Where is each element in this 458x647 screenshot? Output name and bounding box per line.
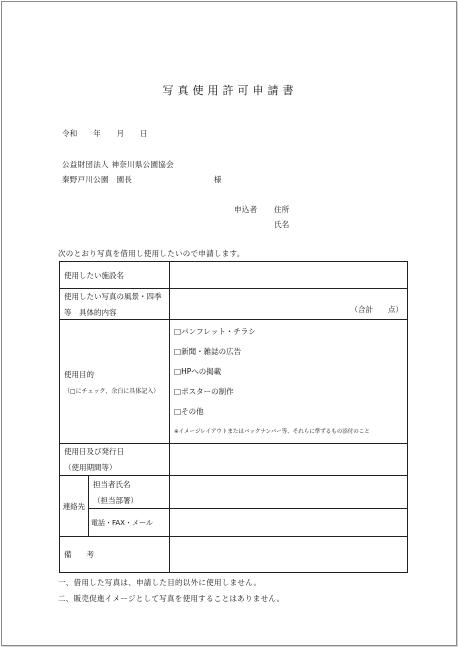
usage-date-label-line-2: （使用期間等） — [64, 463, 117, 472]
option-other-checkbox[interactable]: □その他 — [174, 407, 204, 416]
person-field[interactable] — [170, 476, 408, 509]
person-label — [89, 476, 170, 509]
remarks-label: 備 考 — [60, 537, 170, 573]
phone-fax-mail-label: 電話・FAX・メール — [89, 509, 170, 537]
recipient-org: 公益財団法人 神奈川県公園協会 — [62, 160, 174, 169]
person-label-line-2: （担当部署） — [93, 495, 138, 505]
applicant-label: 申込者 — [234, 205, 258, 214]
document-title: 写真使用許可申請書 — [162, 84, 298, 97]
application-form-table — [59, 261, 408, 573]
applicant-name-label: 氏名 — [274, 220, 290, 229]
recipient-park: 秦野戸川公園 園長 — [62, 175, 133, 184]
option-hp-checkbox[interactable]: □HPへの掲載 — [174, 367, 222, 376]
footer-note-1: 一、借用した写真は、申請した目的以外に使用しません。 — [58, 578, 262, 587]
recipient-honorific: 様 — [214, 175, 222, 184]
purpose-label-cell — [60, 320, 170, 444]
intro-text: 次のとおり写真を借用し使用したいので申請します。 — [58, 249, 245, 258]
person-label-line-1: 担当者氏名 — [93, 479, 131, 489]
document-page — [1, 1, 457, 646]
usage-date-label — [60, 444, 170, 476]
purpose-note: （□にチェック、余白に具体記入） — [64, 387, 160, 395]
photo-content-label — [60, 289, 170, 320]
photo-content-label-line-1: 使用したい写真の風景・四季 — [64, 291, 162, 301]
applicant-address-label: 住所 — [274, 205, 290, 214]
footer-note-2: 二、販売促進イメージとして写真を使用することはありません。 — [58, 594, 285, 603]
phone-fax-mail-field[interactable] — [170, 509, 408, 537]
photo-content-label-line-2: 等 具体的内容 — [64, 307, 117, 317]
remarks-field[interactable] — [170, 537, 408, 573]
date-line: 令和 年 月 日 — [62, 129, 148, 138]
purpose-footnote: ※イメージレイアウトまたはバックナンバー等、それらに準ずるもの添付のこと — [174, 429, 370, 435]
usage-date-label-line-1: 使用日及び発行日 — [64, 447, 124, 456]
facility-field[interactable] — [170, 262, 408, 289]
usage-date-field[interactable] — [170, 444, 408, 476]
purpose-label: 使用目的 — [64, 369, 94, 379]
total-count-label: （合計 点） — [350, 305, 403, 314]
option-poster-checkbox[interactable]: □ポスターの制作 — [174, 387, 234, 396]
option-newspaper-checkbox[interactable]: □新聞・雑誌の広告 — [174, 347, 242, 356]
contact-label: 連絡先 — [60, 476, 89, 537]
facility-label: 使用したい施設名 — [60, 262, 170, 289]
purpose-options-cell — [170, 320, 408, 444]
photo-content-field[interactable] — [170, 289, 408, 320]
option-pamphlet-checkbox[interactable]: □パンフレット・チラシ — [174, 327, 256, 336]
